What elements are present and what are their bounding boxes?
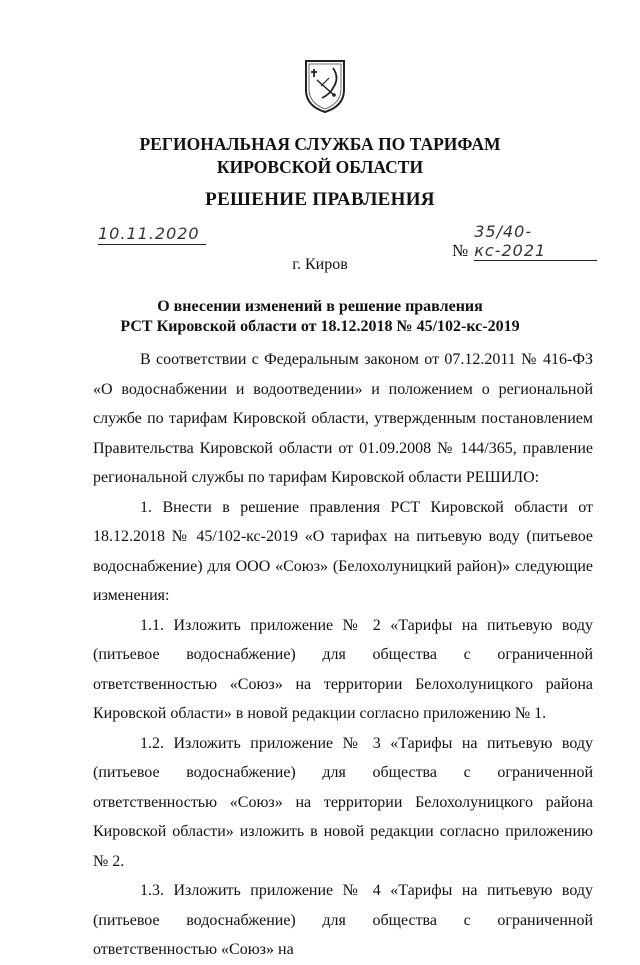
document-body xyxy=(93,345,593,965)
item-1-2: 1.2. Изложить приложение № 3 «Тарифы на питьевую воду (питьевое водоснабжение) для общества с ограниченной ответственностью «Союз» на территории Белохолуницкого района Кировской области» изложить в новой редакции согласно приложению № 2. xyxy=(93,734,593,870)
organization-name-line2: КИРОВСКОЙ ОБЛАСТИ xyxy=(216,157,424,177)
item-1-3: 1.3. Изложить приложение № 4 «Тарифы на питьевую воду (питьевое водоснабжение) для общества с ограниченной ответственностью «Союз» на xyxy=(93,882,593,958)
document-date: 10.11.2020 xyxy=(98,224,206,245)
subject-line1: О внесении изменений в решение правления xyxy=(157,298,483,315)
city: г. Киров xyxy=(292,256,348,273)
item-1-1: 1.1. Изложить приложение № 2 «Тарифы на питьевую воду (питьевое водоснабжение) для общества с ограниченной ответственностью «Союз» на территории Белохолуницкого района Кировской области» в новой редакции согласно приложению № 1. xyxy=(93,616,593,722)
coat-of-arms-icon xyxy=(303,58,347,114)
subject-title xyxy=(0,297,640,337)
subject-line2: РСТ Кировской области от 18.12.2018 № 45/102-кс-2019 xyxy=(120,318,520,335)
number-sign: № xyxy=(452,241,469,260)
organization-name-line1: РЕГИОНАЛЬНАЯ СЛУЖБА ПО ТАРИФАМ xyxy=(139,134,501,154)
number-value: 35/40-кс-2021 xyxy=(474,222,597,261)
intro-paragraph: В соответствии с Федеральным законом от 07.12.2011 № 416-ФЗ «О водоснабжении и водоотведении» и положением о региональной службе по тарифам Кировской области, утвержденным постановлением Правительства Кировской области от 01.09.2008 № 144/365, правление региональной службы по тарифам Кировской области РЕШИЛО: xyxy=(93,351,593,486)
organization-name xyxy=(0,133,640,179)
item-1: 1. Внести в решение правления РСТ Кировской области от 18.12.2018 № 45/102-кс-2019 «О тарифах на питьевую воду (питьевое водоснабжение) для ООО «Союз» (Белохолуницкий район)» следующие изменения: xyxy=(93,498,593,604)
document-type: РЕШЕНИЕ ПРАВЛЕНИЯ xyxy=(205,189,435,210)
